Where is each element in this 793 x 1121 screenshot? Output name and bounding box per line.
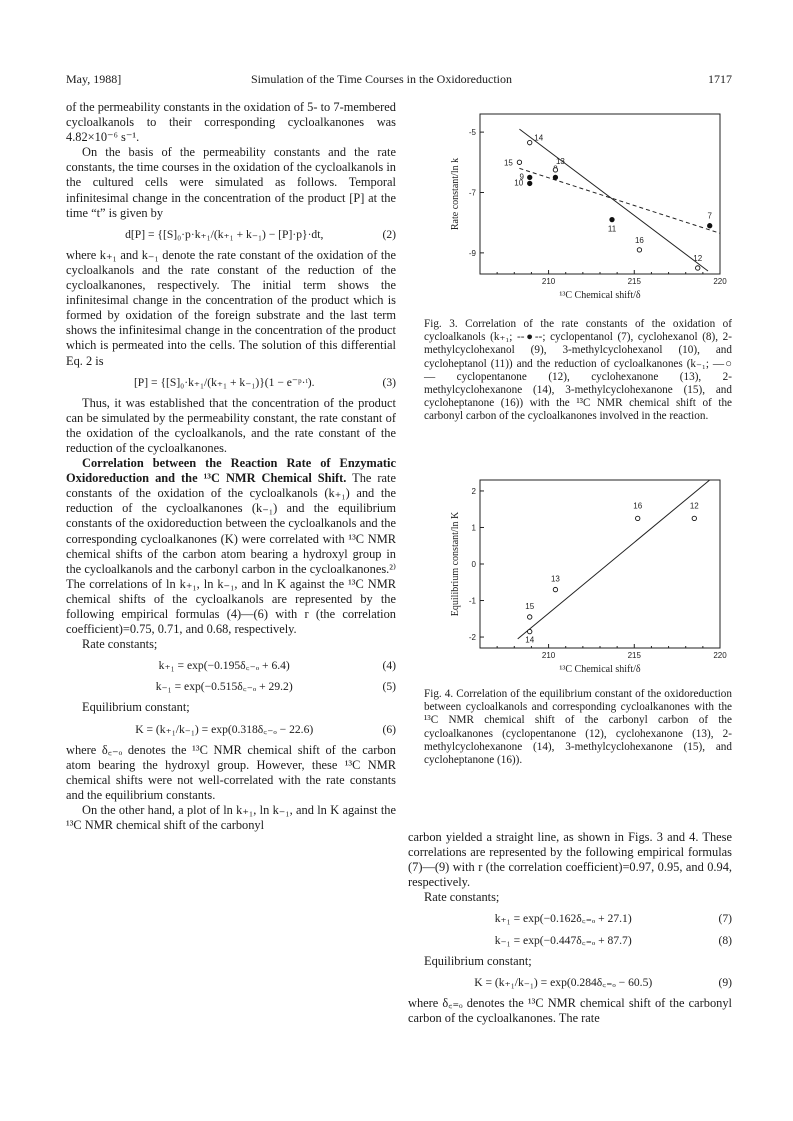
y-tick-label: -1 xyxy=(468,596,476,606)
data-point xyxy=(610,217,614,221)
data-label: 13 xyxy=(555,156,565,166)
paragraph: On the basis of the permeability constants and the rate constants, the time courses in the oxidation of the cycloalkanols in the cultured cells were simulated as follows. Temporal infinitesimal change in the concentration of the product [P] at the time “t” is given by xyxy=(66,145,396,220)
x-tick-label: 215 xyxy=(627,651,641,660)
paragraph: carbon yielded a straight line, as shown in Figs. 3 and 4. These correlations are represented by the following empirical formulas (7)—(9) with r (the correlation coefficient)=0.97, 0.95, and 0.94, respectively. xyxy=(408,830,732,890)
equation-formula: k₋₁ = exp(−0.515δ꜀₋ₒ + 29.2) xyxy=(155,680,293,694)
equation-2 xyxy=(66,227,396,242)
y-axis-label: Rate constant/ln k xyxy=(450,157,461,231)
equation-8 xyxy=(408,933,732,948)
equation-formula: d[P] = {[S]₀·p·k₊₁/(k₊₁ + k₋₁) − [P]·p}·dt, xyxy=(125,227,324,241)
equation-9 xyxy=(408,975,732,990)
running-header xyxy=(66,72,732,88)
data-label: 11 xyxy=(607,224,617,234)
y-axis-label: Equilibrium constant/ln K xyxy=(450,511,461,617)
data-label: 12 xyxy=(689,501,699,511)
fit-line-solid xyxy=(519,129,708,271)
label-equilibrium-constant: Equilibrium constant; xyxy=(82,700,190,715)
figure-4-chart xyxy=(428,472,728,690)
y-tick-label: -7 xyxy=(468,188,476,198)
equation-number: (7) xyxy=(718,912,732,926)
equation-formula: K = (k₊₁/k₋₁) = exp(0.284δ꜀₌ₒ − 60.5) xyxy=(474,975,653,989)
paragraph: of the permeability constants in the oxidation of 5- to 7-membered cycloalkanols to their corresponding cycloalkanones was 4.82×10⁻⁶ s⁻¹. xyxy=(66,100,396,145)
data-point xyxy=(517,160,521,164)
equation-number: (2) xyxy=(382,227,396,241)
data-label: 16 xyxy=(633,501,643,511)
x-tick-label: 210 xyxy=(541,277,556,286)
equation-3 xyxy=(66,375,396,390)
label-equilibrium-constant: Equilibrium constant; xyxy=(424,953,532,968)
equation-5 xyxy=(66,679,396,694)
figure-3-caption: Fig. 3. Correlation of the rate constants of the oxidation of cycloalkanols (k₊₁; --●--; cyclopentanol (7), cyclohexanol (8), 2-methylcyclohexanol (9), 3-methylcyclohexanol (10), and cycloheptanol (11)) and the reduction of cycloalkanones (k₋₁; —○— cyclopentanone (12), cyclohexanone (13), 2-methylcyclohexanone (14), 3-methylcyclohexanone (15), and cycloheptanone (16)) with the ¹³C NMR chemical shift of the carbonyl carbon of the cycloalkanones involved in the reaction. xyxy=(424,318,732,423)
equation-number: (8) xyxy=(718,933,732,947)
x-axis-label: ¹³C Chemical shift/δ xyxy=(559,290,641,301)
x-tick-label: 220 xyxy=(713,651,727,660)
data-point xyxy=(553,175,557,179)
issue-date: May, 1988] xyxy=(66,72,122,86)
fit-line-dashed xyxy=(519,168,720,233)
y-tick-label: -5 xyxy=(468,128,476,138)
fit-line-solid xyxy=(518,480,710,639)
left-column xyxy=(66,100,396,833)
equation-formula: k₊₁ = exp(−0.162δ꜀₌ₒ + 27.1) xyxy=(494,912,632,926)
equation-7 xyxy=(408,911,732,926)
data-label: 14 xyxy=(525,635,535,645)
figure-3 xyxy=(428,108,728,323)
data-point xyxy=(528,140,532,144)
y-tick-label: 2 xyxy=(471,486,476,496)
label-rate-constants: Rate constants; xyxy=(424,890,500,905)
equation-formula: K = (k₊₁/k₋₁) = exp(0.318δ꜀₋ₒ − 22.6) xyxy=(135,722,314,736)
data-label: 7 xyxy=(707,211,712,221)
equation-number: (5) xyxy=(382,680,396,694)
data-label: 12 xyxy=(693,253,703,263)
data-label: 15 xyxy=(525,601,535,611)
data-point xyxy=(528,181,532,185)
y-tick-label: -2 xyxy=(468,633,476,643)
paragraph: Thus, it was established that the concentration of the product can be simulated by the permeability constant, the rate constant of the oxidation of the cycloalkanols, and the rate constant of the reduction of the cycloalkanones. xyxy=(66,395,396,455)
paragraph: where δ꜀₌ₒ denotes the ¹³C NMR chemical shift of the carbonyl carbon of the cycloalkanones. The rate xyxy=(408,995,732,1025)
equation-6 xyxy=(66,722,396,737)
data-label: 14 xyxy=(534,133,544,143)
equation-number: (4) xyxy=(382,659,396,673)
data-point xyxy=(553,168,557,172)
equation-formula: [P] = {[S]₀·k₊₁/(k₊₁ + k₋₁)}(1 − e⁻ᵖ·ᵗ). xyxy=(133,375,315,389)
data-point xyxy=(708,223,712,227)
equation-4 xyxy=(66,658,396,673)
label-rate-constants: Rate constants; xyxy=(82,637,158,652)
data-label: 15 xyxy=(503,158,513,168)
paragraph: where δ꜀₋ₒ denotes the ¹³C NMR chemical shift of the carbon atom bearing the hydroxyl group. However, these ¹³C NMR chemical shifts were not well-correlated with the rate constants and the equilibrium constants. xyxy=(66,742,396,802)
data-point xyxy=(637,248,641,252)
figure-4 xyxy=(428,472,728,695)
data-point xyxy=(553,587,557,591)
data-point xyxy=(528,615,532,619)
data-point xyxy=(528,175,532,179)
paragraph-text: The rate constants of the oxidation of the cycloalkanols (k₊₁) and the reduction of the cycloalkanones (k₋₁) and the equilibrium constants of the oxidoreduction between the cycloalkanols and the corresponding cycloalkanones (K) were correlated with ¹³C NMR chemical shifts of the carbon atom bearing a hydroxyl group in the cycloalkanols and the carbonyl carbon in the cycloalkanones.²⁾ The correlations of ln k₊₁, ln k₋₁, and ln K against the ¹³C NMR chemical shifts of the cycloalkanols are represented by the following empirical formulas (4)—(6) with r (the correlation coefficient)=0.75, 0.71, and 0.68, respectively. xyxy=(66,471,396,637)
paragraph: On the other hand, a plot of ln k₊₁, ln k₋₁, and ln K against the ¹³C NMR chemical shift of the carbonyl xyxy=(66,803,396,833)
equation-formula: k₋₁ = exp(−0.447δ꜀₌ₒ + 87.7) xyxy=(494,933,632,947)
paragraph xyxy=(66,456,396,637)
equation-number: (3) xyxy=(382,375,396,389)
paragraph: where k₊₁ and k₋₁ denote the rate constant of the oxidation of the cycloalkanols and the rate constant of the reduction of the cycloalkanones, respectively. The initial term shows the infinitesimal change in the concentration of the product which is formed by oxidation of the foreign substrate and the last term shows the infinitesimal change in the concentration of the product which is permeated into the cells. The solution of this differential Eq. 2 is xyxy=(66,247,396,368)
y-tick-label: -9 xyxy=(468,248,476,258)
data-label: 9 xyxy=(519,172,524,182)
equation-number: (9) xyxy=(718,975,732,989)
data-point xyxy=(692,516,696,520)
data-label: 13 xyxy=(550,574,560,584)
plot-frame xyxy=(480,480,720,648)
page-number: 1717 xyxy=(708,72,732,86)
data-label: 16 xyxy=(634,235,644,245)
data-point xyxy=(636,516,640,520)
x-axis-label: ¹³C Chemical shift/δ xyxy=(559,664,641,675)
equation-number: (6) xyxy=(382,722,396,736)
figure-4-caption: Fig. 4. Correlation of the equilibrium constant of the oxidoreduction between cycloalkanols and corresponding cycloalkanones with the ¹³C NMR chemical shift of the carbonyl carbon of the cycloalkanones (cyclopentanone (12), cyclohexanone (13), 2-methylcyclohexanone (14), 3-methylcyclohexanone (15), and cycloheptanone (16)). xyxy=(424,688,732,767)
equation-formula: k₊₁ = exp(−0.195δ꜀₋ₒ + 6.4) xyxy=(158,659,290,673)
running-title: Simulation of the Time Courses in the Oxidoreduction xyxy=(251,72,512,86)
x-tick-label: 215 xyxy=(627,277,641,286)
section-heading: Correlation between the Reaction Rate of Enzymatic Oxidoreduction and the ¹³C NMR Chemical Shift. xyxy=(66,456,396,486)
x-tick-label: 220 xyxy=(713,277,727,286)
y-tick-label: 1 xyxy=(471,523,476,533)
y-tick-label: 0 xyxy=(471,560,476,569)
data-point xyxy=(528,629,532,633)
right-column xyxy=(408,830,732,1026)
data-point xyxy=(696,266,700,270)
figure-3-chart xyxy=(428,108,728,318)
data-label: 10 xyxy=(514,178,524,188)
x-tick-label: 210 xyxy=(541,651,556,660)
